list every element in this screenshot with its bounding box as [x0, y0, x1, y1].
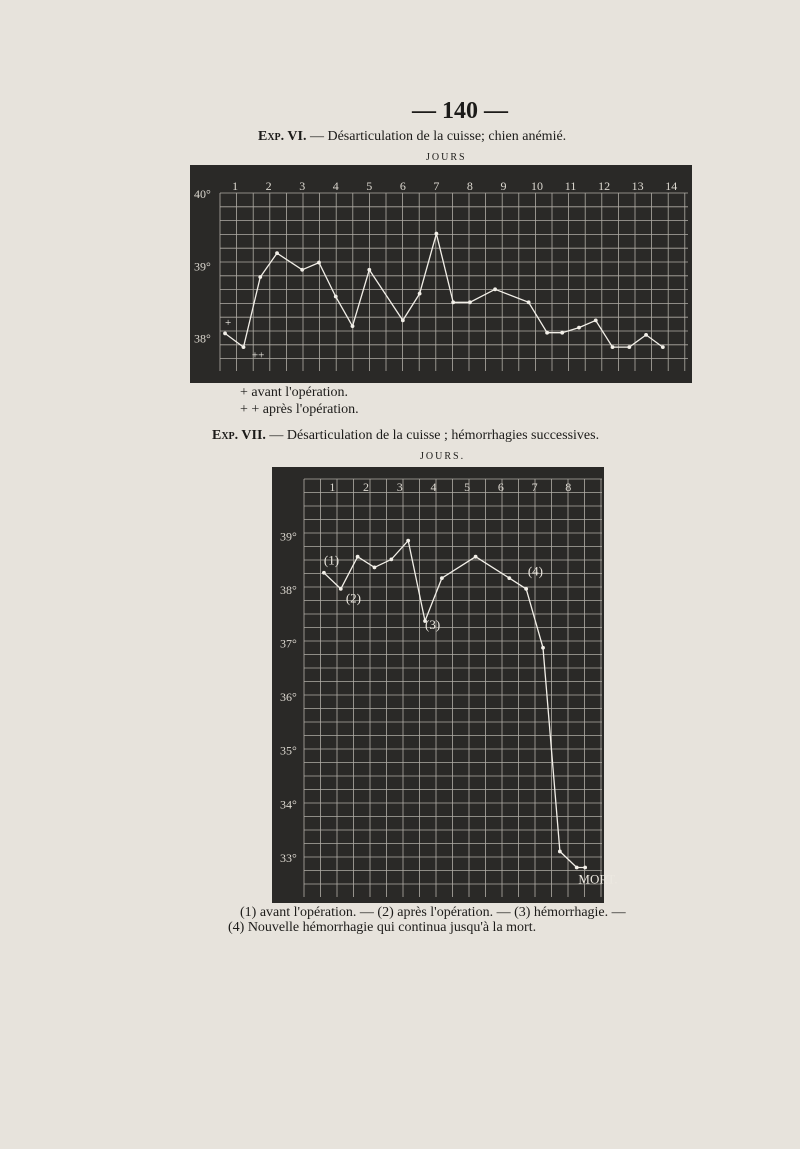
- data-point: [406, 539, 410, 543]
- data-point: [627, 345, 631, 349]
- data-point: [575, 866, 579, 870]
- data-point: [558, 850, 562, 854]
- day-label: 8: [565, 480, 572, 494]
- day-label: 14: [665, 179, 678, 193]
- day-label: 3: [396, 480, 403, 494]
- data-point: [661, 345, 665, 349]
- data-point: [389, 557, 393, 561]
- data-point: [541, 646, 545, 650]
- day-label: 6: [497, 480, 504, 494]
- day-label: 10: [531, 179, 544, 193]
- data-point: [373, 566, 377, 570]
- data-point: [317, 261, 321, 265]
- data-point: [322, 571, 326, 575]
- data-point: [493, 287, 497, 291]
- day-label: 8: [466, 179, 473, 193]
- chart1-caption-text: — Désarticulation de la cuisse; chien anémié.: [309, 129, 567, 144]
- day-label: 7: [433, 179, 440, 193]
- chart1-legend-before: + avant l'opération.: [240, 385, 348, 400]
- annotation-label: (3): [425, 617, 441, 633]
- day-label: 7: [531, 480, 538, 494]
- y-tick-label: 40°: [194, 187, 211, 202]
- day-label: 5: [366, 179, 373, 193]
- chart2-caption: [212, 428, 599, 444]
- operation-marker: +: [225, 317, 232, 330]
- chart2-caption-text: — Désarticulation de la cuisse ; hémorrhagies successives.: [269, 428, 600, 443]
- data-point: [507, 576, 511, 580]
- y-tick-label: 39°: [194, 259, 211, 274]
- day-label: 1: [232, 179, 239, 193]
- day-label: 2: [265, 179, 272, 193]
- data-point: [545, 331, 549, 335]
- annotation-label: (4): [527, 563, 544, 579]
- y-tick-label: 38°: [280, 582, 297, 597]
- data-point: [440, 576, 444, 580]
- annotation-label: (2): [345, 590, 361, 606]
- day-label: 2: [363, 480, 370, 494]
- data-point: [644, 333, 648, 337]
- y-tick-label: 34°: [280, 797, 297, 812]
- chart1-legend-after: + + après l'opération.: [240, 402, 359, 417]
- data-point: [560, 331, 564, 335]
- data-point: [611, 345, 615, 349]
- data-point: [339, 587, 343, 591]
- data-point: [434, 232, 438, 236]
- data-point: [418, 292, 422, 296]
- chart-background: [272, 467, 604, 903]
- data-point: [594, 319, 598, 323]
- chart2-note-1: (1) avant l'opération. — (2) après l'opération. — (3) hémorrhagie. —: [240, 905, 626, 920]
- chart1-caption-lead: Exp. VI.: [258, 129, 307, 144]
- y-tick-label: 33°: [280, 850, 297, 865]
- operation-marker: ++: [251, 349, 265, 362]
- y-tick-label: 38°: [194, 331, 211, 346]
- day-label: 4: [332, 179, 339, 193]
- data-point: [527, 300, 531, 304]
- data-point: [258, 275, 262, 279]
- data-point: [242, 345, 246, 349]
- chart2-figure: [272, 467, 618, 903]
- y-tick-label: 35°: [280, 743, 297, 758]
- day-label: 4: [430, 480, 437, 494]
- data-point: [451, 300, 455, 304]
- data-point: [275, 251, 279, 255]
- data-point: [468, 300, 472, 304]
- chart-background: [190, 165, 692, 383]
- data-point: [367, 268, 371, 272]
- day-label: 3: [299, 179, 306, 193]
- data-point: [334, 295, 338, 299]
- day-label: 6: [399, 179, 406, 193]
- day-label: 11: [564, 179, 577, 193]
- chart1-figure: [190, 165, 692, 383]
- data-point: [577, 326, 581, 330]
- day-label: 12: [598, 179, 611, 193]
- data-point: [356, 555, 360, 559]
- day-label: 9: [500, 179, 507, 193]
- annotation-label: MORT.: [578, 871, 618, 887]
- chart2-note-2: (4) Nouvelle hémorrhagie qui continua jusqu'à la mort.: [228, 920, 537, 935]
- day-label: 1: [329, 480, 336, 494]
- data-point: [474, 555, 478, 559]
- data-point: [300, 268, 304, 272]
- chart2-jours-label: JOURS.: [420, 451, 466, 462]
- chart2-caption-lead: Exp. VII.: [212, 428, 266, 443]
- day-label: 13: [631, 179, 644, 193]
- y-tick-label: 37°: [280, 636, 297, 651]
- data-point: [583, 866, 587, 870]
- y-tick-label: 36°: [280, 690, 297, 705]
- day-label: 5: [464, 480, 471, 494]
- y-tick-label: 39°: [280, 529, 297, 544]
- data-point: [351, 324, 355, 328]
- data-point: [223, 332, 227, 336]
- page-number: — 140 —: [412, 98, 508, 124]
- annotation-label: (1): [323, 552, 340, 568]
- data-point: [401, 319, 405, 323]
- data-point: [524, 587, 528, 591]
- chart1-caption: [258, 129, 566, 145]
- chart1-jours-label: JOURS: [426, 152, 467, 163]
